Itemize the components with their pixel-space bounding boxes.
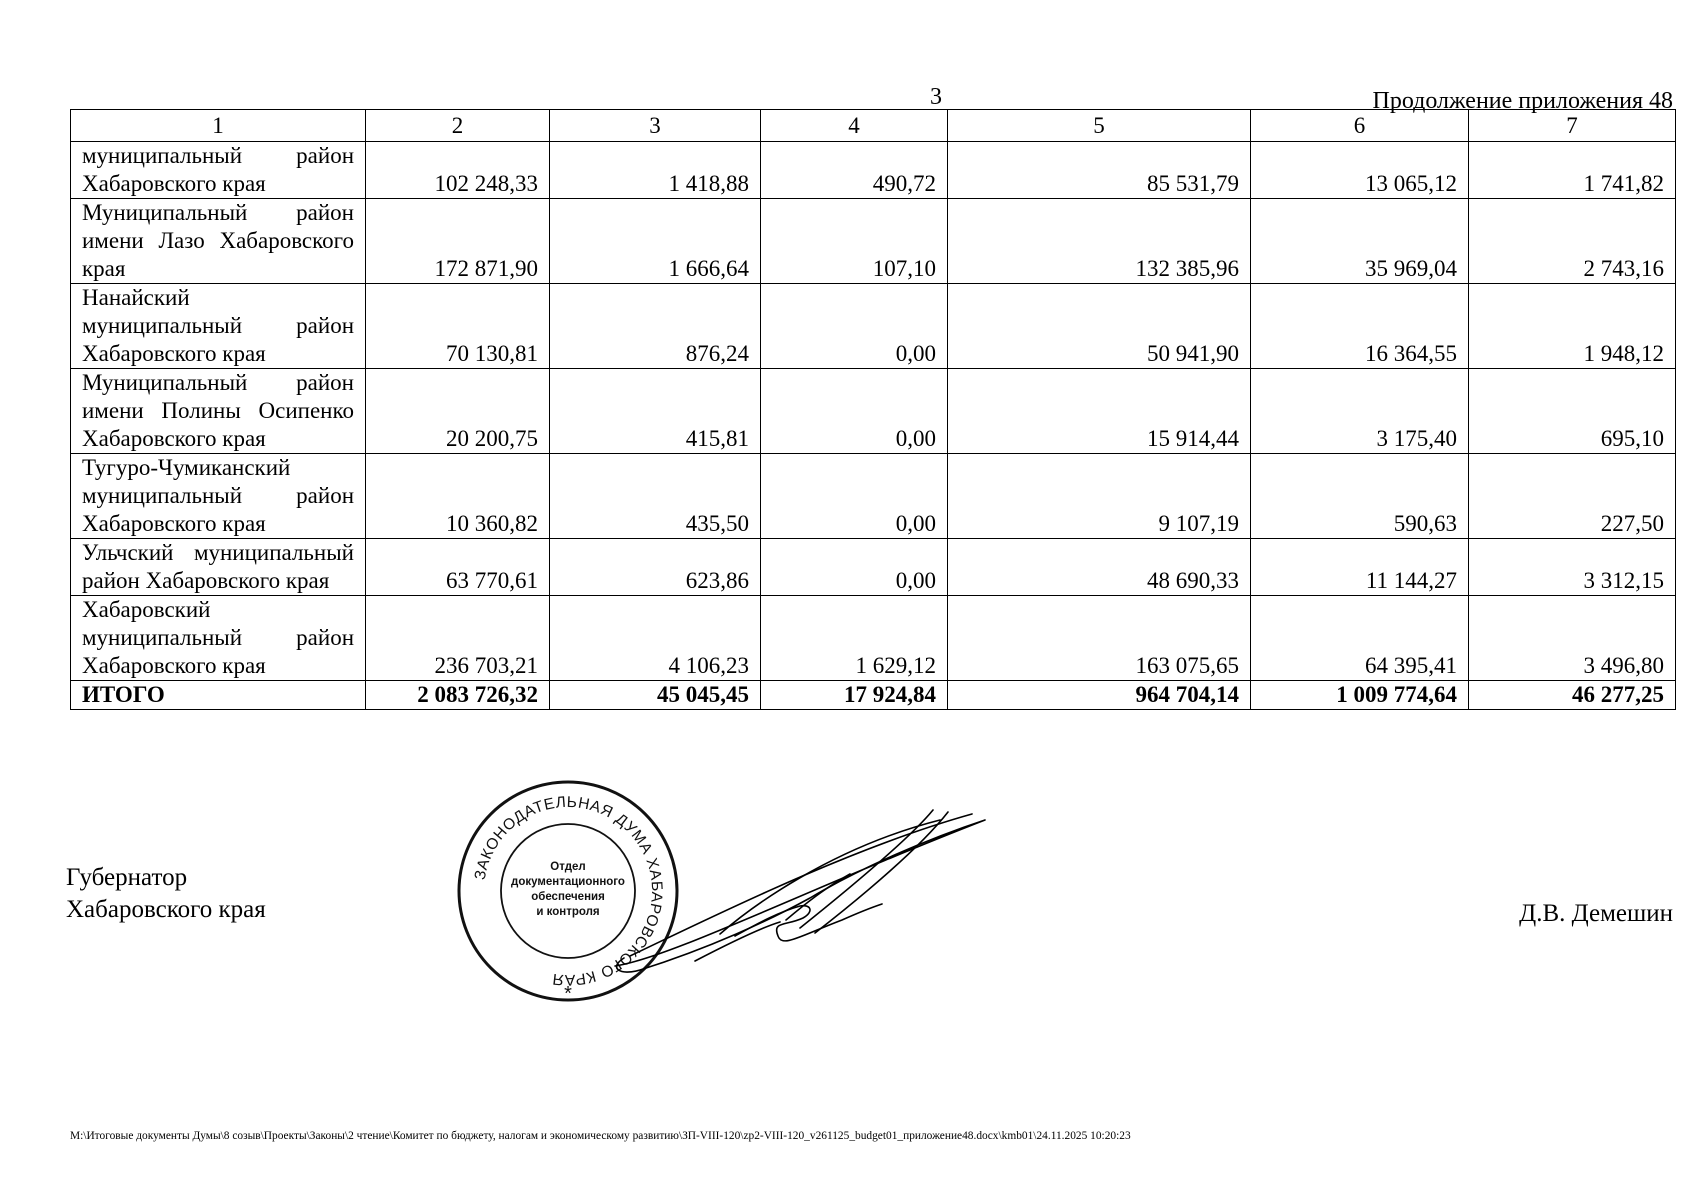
cell-value: 3 312,15 <box>1469 539 1676 596</box>
table-row <box>71 539 1676 596</box>
total-label: ИТОГО <box>71 681 366 710</box>
cell-value: 4 106,23 <box>550 596 761 681</box>
cell-value: 10 360,82 <box>366 454 550 539</box>
cell-value: 227,50 <box>1469 454 1676 539</box>
cell-value: 172 871,90 <box>366 199 550 284</box>
header-row <box>71 110 1676 142</box>
row-name: Тугуро-Чумиканский муниципальный район Хабаровского края <box>71 454 366 539</box>
signatory-title <box>66 862 266 926</box>
cell-value: 0,00 <box>761 369 948 454</box>
cell-value: 15 914,44 <box>948 369 1251 454</box>
table-row <box>71 199 1676 284</box>
seal-center-line3: обеспечения <box>531 891 605 903</box>
seal-ring-text: ЗАКОНОДАТЕЛЬНАЯ ДУМА ХАБАРОВСКОГО КРАЯ <box>471 793 666 989</box>
table-row <box>71 454 1676 539</box>
total-value: 46 277,25 <box>1469 681 1676 710</box>
total-value: 1 009 774,64 <box>1251 681 1469 710</box>
cell-value: 490,72 <box>761 142 948 199</box>
cell-value: 132 385,96 <box>948 199 1251 284</box>
cell-value: 11 144,27 <box>1251 539 1469 596</box>
budget-table <box>70 109 1676 710</box>
cell-value: 415,81 <box>550 369 761 454</box>
cell-value: 236 703,21 <box>366 596 550 681</box>
cell-value: 63 770,61 <box>366 539 550 596</box>
cell-value: 876,24 <box>550 284 761 369</box>
cell-value: 695,10 <box>1469 369 1676 454</box>
page-number: 3 <box>930 84 942 110</box>
cell-value: 0,00 <box>761 454 948 539</box>
cell-value: 163 075,65 <box>948 596 1251 681</box>
cell-value: 1 418,88 <box>550 142 761 199</box>
cell-value: 13 065,12 <box>1251 142 1469 199</box>
file-path-footer: M:\Итоговые документы Думы\8 созыв\Проекты\Законы\2 чтение\Комитет по бюджету, налогам и экономическому развитию\ЗП-VIII-120\zp2-VIII-120_v261125_budget01_приложение48.docx\kmb01\24.11.2025 10:20:23 <box>70 1130 1131 1142</box>
column-header-4: 4 <box>761 110 948 142</box>
handwritten-signature <box>610 808 1000 983</box>
row-name: Нанайский муниципальный район Хабаровского края <box>71 284 366 369</box>
column-header-7: 7 <box>1469 110 1676 142</box>
cell-value: 1 948,12 <box>1469 284 1676 369</box>
row-name: муниципальный район Хабаровского края <box>71 142 366 199</box>
column-header-3: 3 <box>550 110 761 142</box>
signatory-title-line1: Губернатор <box>66 864 188 891</box>
column-header-5: 5 <box>948 110 1251 142</box>
cell-value: 20 200,75 <box>366 369 550 454</box>
row-name: Хабаровский муниципальный район Хабаровского края <box>71 596 366 681</box>
table-row <box>71 284 1676 369</box>
cell-value: 590,63 <box>1251 454 1469 539</box>
signatory-title-line2: Хабаровского края <box>66 896 266 923</box>
cell-value: 35 969,04 <box>1251 199 1469 284</box>
total-row <box>71 681 1676 710</box>
column-header-2: 2 <box>366 110 550 142</box>
cell-value: 2 743,16 <box>1469 199 1676 284</box>
total-value: 964 704,14 <box>948 681 1251 710</box>
column-header-1: 1 <box>71 110 366 142</box>
column-header-6: 6 <box>1251 110 1469 142</box>
cell-value: 85 531,79 <box>948 142 1251 199</box>
cell-value: 1 666,64 <box>550 199 761 284</box>
cell-value: 16 364,55 <box>1251 284 1469 369</box>
seal-center-line1: Отдел <box>550 861 586 873</box>
row-name: Ульчский муниципальный район Хабаровского края <box>71 539 366 596</box>
cell-value: 0,00 <box>761 539 948 596</box>
cell-value: 50 941,90 <box>948 284 1251 369</box>
cell-value: 1 629,12 <box>761 596 948 681</box>
cell-value: 1 741,82 <box>1469 142 1676 199</box>
cell-value: 623,86 <box>550 539 761 596</box>
cell-value: 3 175,40 <box>1251 369 1469 454</box>
table-row <box>71 142 1676 199</box>
continuation-label: Продолжение приложения 48 <box>1372 88 1673 114</box>
cell-value: 435,50 <box>550 454 761 539</box>
cell-value: 48 690,33 <box>948 539 1251 596</box>
cell-value: 3 496,80 <box>1469 596 1676 681</box>
row-name: Муниципальный район имени Полины Осипенко Хабаровского края <box>71 369 366 454</box>
seal-center-line4: и контроля <box>536 906 600 918</box>
cell-value: 0,00 <box>761 284 948 369</box>
row-name: Муниципальный район имени Лазо Хабаровского края <box>71 199 366 284</box>
table-row <box>71 369 1676 454</box>
cell-value: 70 130,81 <box>366 284 550 369</box>
table-row <box>71 596 1676 681</box>
cell-value: 9 107,19 <box>948 454 1251 539</box>
cell-value: 64 395,41 <box>1251 596 1469 681</box>
total-value: 45 045,45 <box>550 681 761 710</box>
seal-star: * <box>564 983 572 1004</box>
cell-value: 102 248,33 <box>366 142 550 199</box>
cell-value: 107,10 <box>761 199 948 284</box>
seal-center-line2: документационного <box>511 876 625 888</box>
signatory-name: Д.В. Демешин <box>1519 900 1673 927</box>
total-value: 17 924,84 <box>761 681 948 710</box>
total-value: 2 083 726,32 <box>366 681 550 710</box>
signature-icon <box>610 808 1000 978</box>
